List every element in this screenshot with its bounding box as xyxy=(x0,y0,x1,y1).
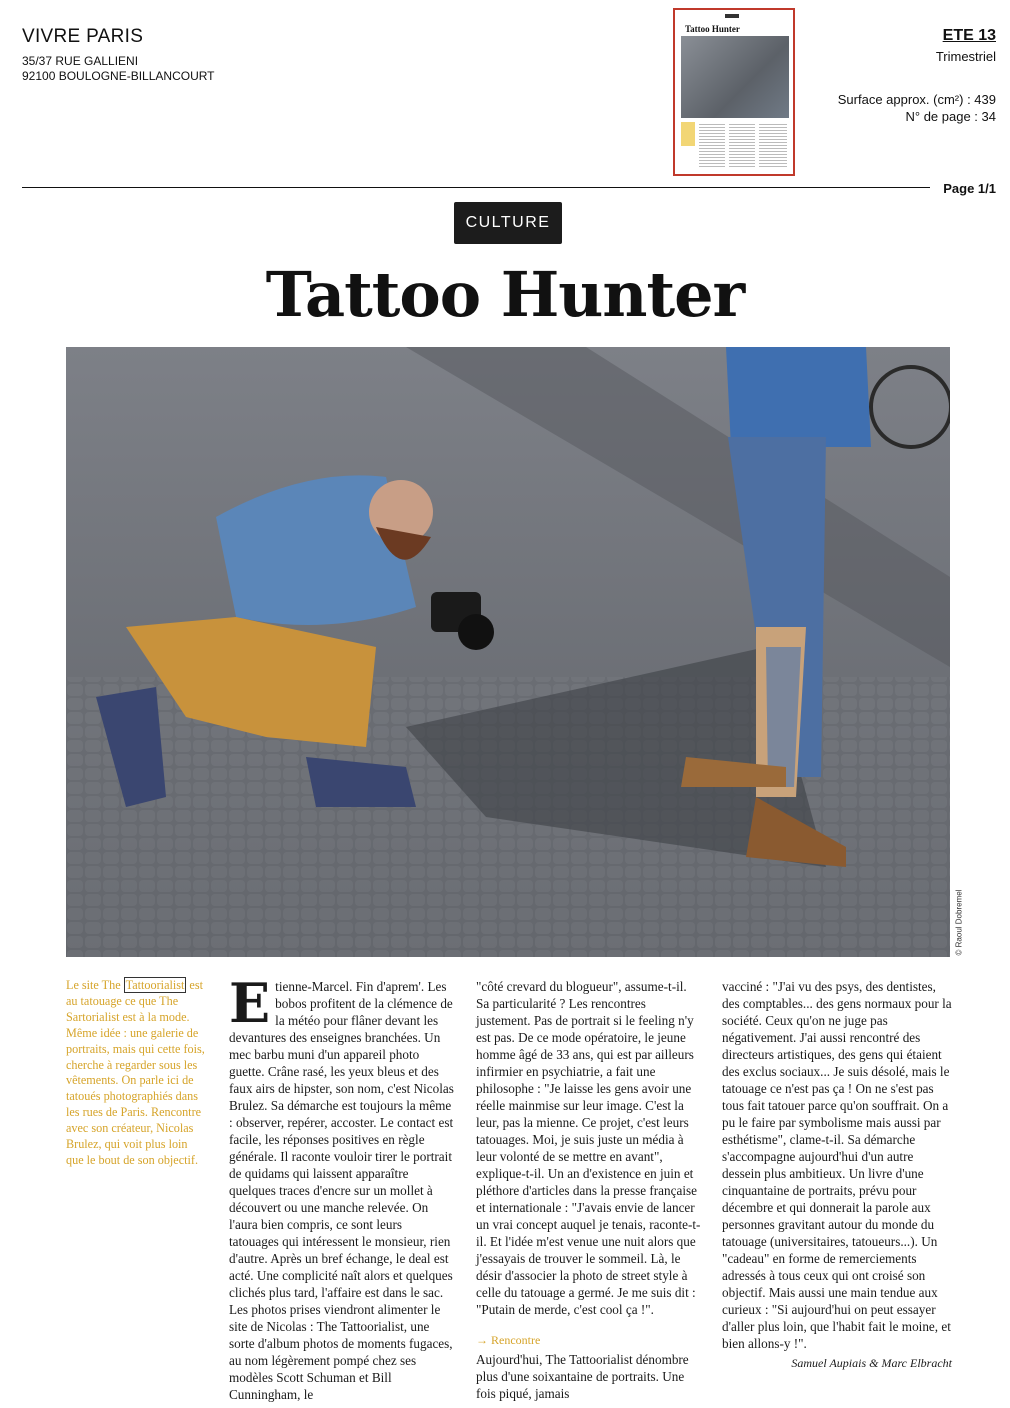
section-heading: → Rencontre xyxy=(476,1333,541,1347)
section-tag: CULTURE xyxy=(454,202,562,244)
thumbnail-tag xyxy=(725,14,739,18)
publication-name: VIVRE PARIS xyxy=(22,26,144,47)
page-number-label: N° de page : 34 xyxy=(905,109,996,124)
column-3-text: vacciné : "J'ai vu des psys, des dentistes, des comptables... des gens normaux pour la société. Ceux qu'on ne juge pas négativement. J'ai aussi rencontré des directeurs artistiques, des gens qui étaient des exclus sociaux... Je suis désolé, mais le tatouage ce n'est pas ça ! On ne s'est pas tous fait tatouer parce qu'on souffrait. On a pu le faire par symbolisme mais aussi par esthétisme", clame-t-il. Sa démarche s'accompagne aujourd'hui d'un autre dessein plus ambitieux. Un livre d'une cinquantaine de portraits, prévu pour décembre et qui donnerait la parole aux personnes gravitant autour du monde du tatouage (universitaires, tatoueurs...). Un "cadeau" en forme de remerciements adressés à tous ceux qui ont croisé son objectif. Mais aussi une main tendue aux curieux : "Si aujourd'hui on peut essayer d'aller plus loin, que l'habit fait le moine, et bien allons-y !". xyxy=(722,979,952,1351)
page-thumbnail xyxy=(673,8,795,176)
drop-cap: E xyxy=(229,971,271,1035)
thumbnail-column xyxy=(729,122,755,168)
article-byline: Samuel Aupiais & Marc Elbracht xyxy=(791,1356,952,1370)
article-title: Tattoo Hunter xyxy=(265,258,745,331)
article-photo xyxy=(66,347,950,957)
address-line-2: 92100 BOULOGNE-BILLANCOURT xyxy=(22,69,215,83)
article-column-2 xyxy=(476,978,702,1402)
photo-credit: © Raoul Dobremel xyxy=(954,889,964,956)
thumbnail-title: Tattoo Hunter xyxy=(685,24,740,34)
highlighted-site-name: Tattoorialist xyxy=(125,978,185,992)
column-2-continuation: Aujourd'hui, The Tattoorialist dénombre plus d'une soixantaine de portraits. Une fois piqué, jamais xyxy=(476,1352,689,1401)
issue-block xyxy=(838,27,996,125)
frequency-label: Trimestriel xyxy=(935,49,996,64)
thumbnail-photo xyxy=(681,36,789,118)
article-sidebar: Le site The Tattoorialist est au tatouage ce que The Sartorialist est à la mode. Même idée : une galerie de portraits, mais qui cette fois, cherche à regarder sous les vêtements. On parle ici de tatoués photographiés dans les rues de Paris. Rencontre avec son créateur, Nicolas Brulez, qui voit plus loin que le bout de son objectif. xyxy=(66,978,205,1167)
thumbnail-sidebar xyxy=(681,122,695,146)
surface-label: Surface approx. (cm²) : 439 xyxy=(837,92,996,107)
column-2-text: "côté crevard du blogueur", assume-t-il. Sa particularité ? Les rencontres justement. Pas de portrait si le feeling n'y est pas. De ce mode opératoire, le jeune homme âgé de 33 ans, qui est par ailleurs infirmier en psychiatrie, a fait une philosophe : "Je laisse les gens avoir une réelle mainmise sur leur image. C'est la leur, pas la mienne. Ce projet, c'est leurs tatouages. Moi, je suis juste un média à leur volonté de se mettre en avant", explique-t-il. Un an d'existence en juin et pléthore d'articles dans la presse française et internationale : "J'avais envie de lancer un vrai concept auquel je tenais, raconte-t-il. Et l'idée m'est venue une nuit alors que j'essayais de trouver le sommeil. Là, le désir d'associer la photo de street style à celle du tatouage a germé. Je me suis dit : "Putain de merde, c'est cool ça !". xyxy=(476,979,701,1317)
article-column-3 xyxy=(722,978,952,1372)
issue-label: ETE 13 xyxy=(942,27,996,44)
thumbnail-column xyxy=(759,122,787,168)
photo-illustration xyxy=(66,347,950,957)
column-1-text: tienne-Marcel. Fin d'aprem'. Les bobos profitent de la clémence de la météo pour flâner devant les devantures des enseignes branchées. Un mec barbu muni d'un appareil photo guette. Crâne rasé, les yeux bleus et des faux airs de hipster, son nom, c'est Nicolas Brulez. Sa démarche est toujours la même : observer, repérer, accoster. Le contact est facile, les réponses positives en règle générale. Il raconte vouloir tirer le portrait de quidams qui laissent apparaître quelques traces d'encre sur un mollet à découvert ou une manche relevée. On l'aura bien compris, ce sont leurs tatouages qui intéressent le monsieur, rien d'autre. Après un bref échange, le deal est acté. Une complicité naît alors et quelques clichés plus tard, l'affaire est dans le sac. Les photos prises viendront alimenter le site de Nicolas : The Tattoorialist, une sorte d'album photos de moments fugaces, au nom légèrement pompé chez ses modèles Scott Schuman et Bill Cunningham, le xyxy=(229,979,454,1402)
address-line-1: 35/37 RUE GALLIENI xyxy=(22,54,139,68)
article-column-1 xyxy=(229,971,455,1403)
thumbnail-column xyxy=(699,122,725,168)
header-divider xyxy=(22,187,930,188)
publication-block xyxy=(22,26,215,84)
page-count: Page 1/1 xyxy=(943,181,996,196)
